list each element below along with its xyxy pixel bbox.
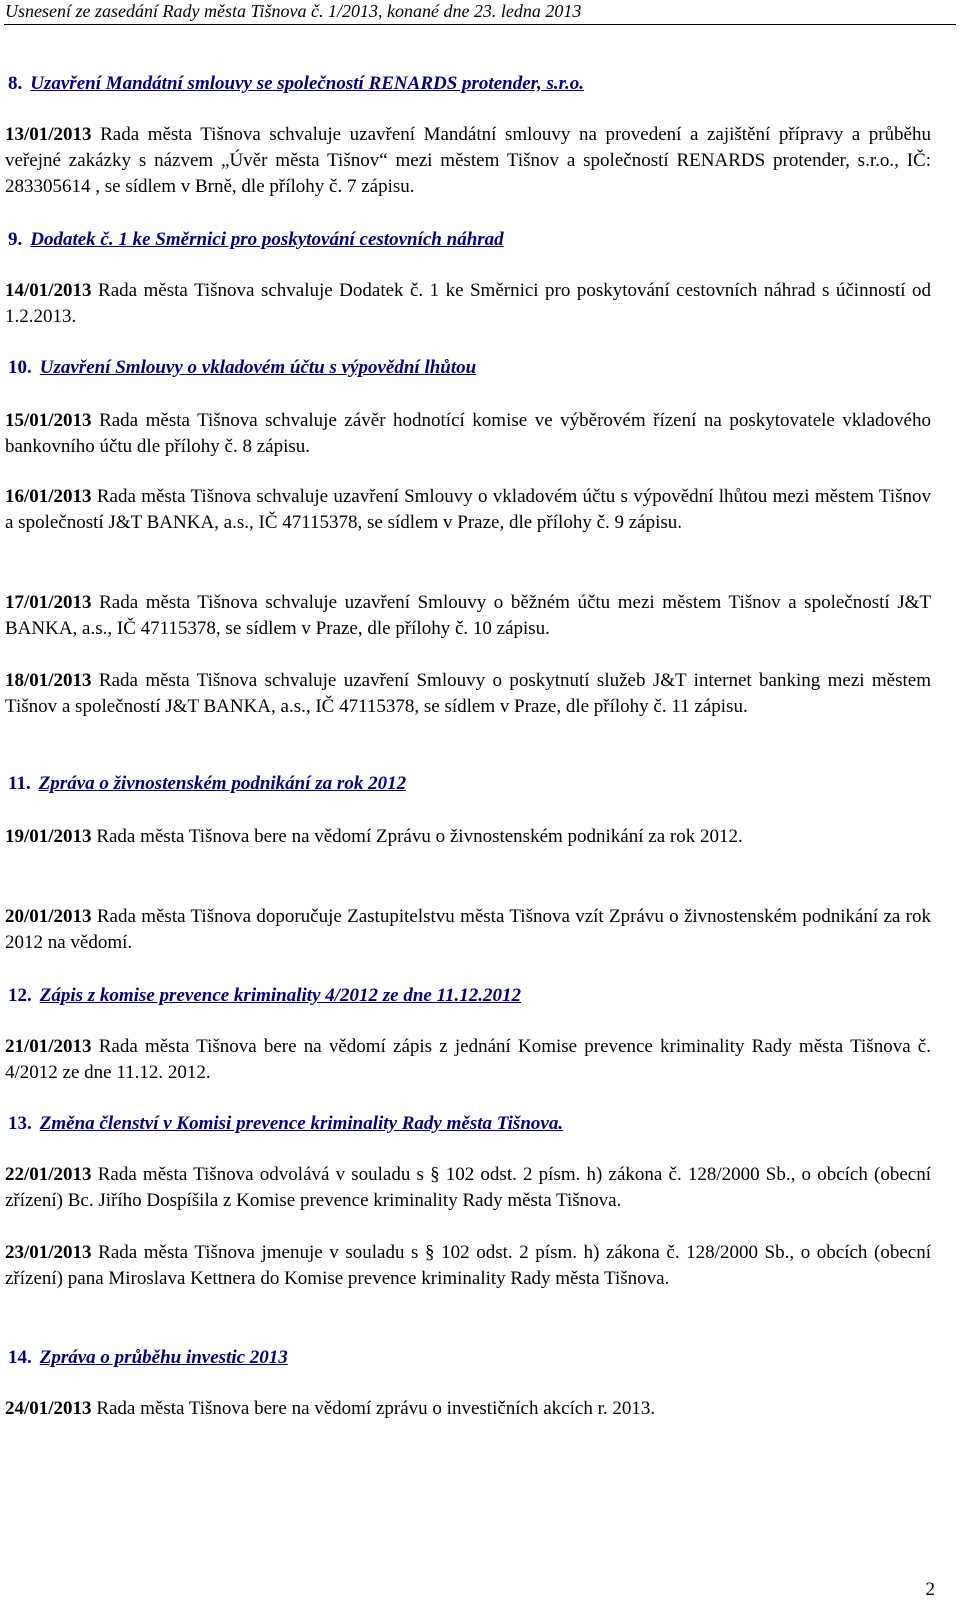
resolution-id: 19/01/2013 — [5, 826, 92, 847]
resolution-21-01-2013 — [5, 1034, 931, 1086]
section-title: Zpráva o průběhu investic 2013 — [39, 1347, 288, 1368]
resolution-text: Rada města Tišnova schvaluje uzavření Smlouvy o běžném účtu mezi městem Tišnov a společností J&T BANKA, a.s., IČ 47115378, se sídlem v Praze, dle přílohy č. 10 zápisu. — [5, 592, 931, 639]
resolution-id: 14/01/2013 — [5, 280, 92, 301]
resolution-22-01-2013 — [5, 1162, 931, 1214]
section-title: Uzavření Mandátní smlouvy se společností RENARDS protender, s.r.o. — [30, 73, 584, 94]
resolution-id: 15/01/2013 — [5, 410, 92, 431]
resolution-24-01-2013 — [5, 1396, 931, 1422]
resolution-18-01-2013 — [5, 668, 931, 720]
resolution-id: 20/01/2013 — [5, 906, 92, 927]
resolution-16-01-2013 — [5, 484, 931, 536]
section-title: Zpráva o živnostenském podnikání za rok 2012 — [38, 773, 407, 794]
resolution-20-01-2013 — [5, 904, 931, 956]
resolution-text: Rada města Tišnova jmenuje v souladu s § 102 odst. 2 písm. h) zákona č. 128/2000 Sb., o obcích (obecní zřízení) pana Miroslava Kettnera do Komise prevence kriminality Rady města Tišnova. — [5, 1242, 931, 1289]
resolution-id: 24/01/2013 — [5, 1398, 92, 1419]
section-heading-11 — [8, 772, 406, 796]
resolution-id: 23/01/2013 — [5, 1242, 92, 1263]
section-heading-12 — [8, 984, 521, 1008]
resolution-text: Rada města Tišnova schvaluje uzavření Smlouvy o vkladovém účtu s výpovědní lhůtou mezi městem Tišnov a společností J&T BANKA, a.s., IČ 47115378, se sídlem v Praze, dle přílohy č. 9 zápisu. — [5, 486, 931, 533]
section-heading-13 — [8, 1112, 563, 1136]
section-title: Změna členství v Komisi prevence kriminality Rady města Tišnova. — [39, 1113, 564, 1134]
section-number: 9. — [8, 229, 23, 250]
section-heading-14 — [8, 1346, 288, 1370]
resolution-17-01-2013 — [5, 590, 931, 642]
section-title: Dodatek č. 1 ke Směrnici pro poskytování cestovních náhrad — [30, 229, 504, 250]
resolution-text: Rada města Tišnova schvaluje uzavření Mandátní smlouvy na provedení a zajištění přípravy a průběhu veřejné zakázky s názvem „Úvěr města Tišnov“ mezi městem Tišnov a společností RENARDS protender, s.r.o., IČ: 283305614 , se sídlem v Brně, dle přílohy č. 7 zápisu. — [5, 124, 931, 197]
resolution-id: 22/01/2013 — [5, 1164, 92, 1185]
section-title: Uzavření Smlouvy o vkladovém účtu s výpovědní lhůtou — [39, 357, 477, 378]
resolution-15-01-2013 — [5, 408, 931, 460]
resolution-23-01-2013 — [5, 1240, 931, 1292]
resolution-text: Rada města Tišnova odvolává v souladu s § 102 odst. 2 písm. h) zákona č. 128/2000 Sb., o obcích (obecní zřízení) Bc. Jiřího Dospíšila z Komise prevence kriminality Rady města Tišnova. — [5, 1164, 931, 1211]
running-header: Usnesení ze zasedání Rady města Tišnova č. 1/2013, konané dne 23. ledna 2013 — [5, 1, 582, 21]
section-number: 11. — [8, 773, 31, 794]
section-heading-9 — [8, 228, 504, 252]
resolution-text: Rada města Tišnova bere na vědomí zápis z jednání Komise prevence kriminality Rady města Tišnova č. 4/2012 ze dne 11.12. 2012. — [5, 1036, 931, 1083]
section-number: 14. — [8, 1347, 32, 1368]
section-heading-10 — [8, 356, 476, 380]
section-number: 12. — [8, 985, 32, 1006]
resolution-text: Rada města Tišnova schvaluje závěr hodnotící komise ve výběrovém řízení na poskytovatele vkladového bankovního účtu dle přílohy č. 8 zápisu. — [5, 410, 931, 457]
resolution-text: Rada města Tišnova bere na vědomí zprávu o investičních akcích r. 2013. — [91, 1398, 656, 1419]
page-number: 2 — [925, 1579, 935, 1600]
section-heading-8 — [8, 72, 584, 96]
resolution-14-01-2013 — [5, 278, 931, 330]
header-divider — [4, 24, 956, 25]
resolution-text: Rada města Tišnova bere na vědomí Zprávu o živnostenském podnikání za rok 2012. — [91, 826, 743, 847]
section-title: Zápis z komise prevence kriminality 4/2012 ze dne 11.12.2012 — [39, 985, 522, 1006]
resolution-text: Rada města Tišnova schvaluje Dodatek č. 1 ke Směrnici pro poskytování cestovních náhrad s účinností od 1.2.2013. — [5, 280, 931, 327]
resolution-id: 13/01/2013 — [5, 124, 92, 145]
resolution-19-01-2013 — [5, 824, 931, 850]
resolution-13-01-2013 — [5, 122, 931, 200]
section-number: 10. — [8, 357, 32, 378]
resolution-id: 17/01/2013 — [5, 592, 92, 613]
resolution-id: 21/01/2013 — [5, 1036, 92, 1057]
resolution-text: Rada města Tišnova schvaluje uzavření Smlouvy o poskytnutí služeb J&T internet banking mezi městem Tišnov a společností J&T BANKA, a.s., IČ 47115378, se sídlem v Praze, dle přílohy č. 11 zápisu. — [5, 670, 931, 717]
resolution-text: Rada města Tišnova doporučuje Zastupitelstvu města Tišnova vzít Zprávu o živnostenském podnikání za rok 2012 na vědomí. — [5, 906, 931, 953]
resolution-id: 18/01/2013 — [5, 670, 92, 691]
section-number: 13. — [8, 1113, 32, 1134]
section-number: 8. — [8, 73, 23, 94]
resolution-id: 16/01/2013 — [5, 486, 92, 507]
